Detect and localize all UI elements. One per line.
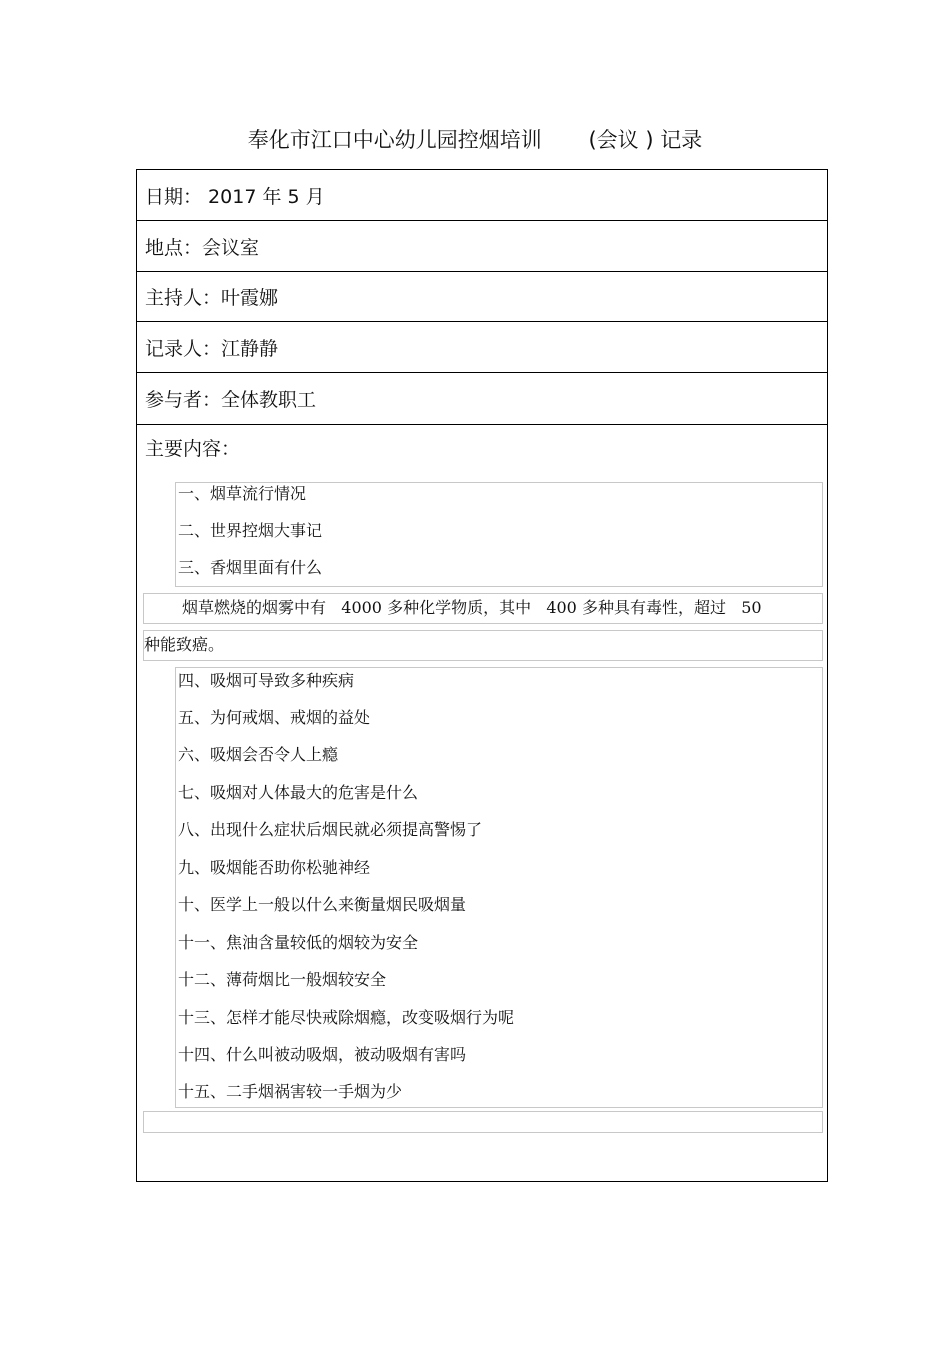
field-label: 日期：: [145, 185, 203, 208]
list-item: 二、世界控烟大事记: [178, 521, 323, 540]
field-row-recorder: [137, 322, 827, 373]
field-value: 江静静: [221, 337, 279, 360]
list-item: 十一、焦油含量较低的烟较为安全: [178, 933, 419, 952]
field-label: 参与者：: [145, 389, 222, 411]
paragraph-line-2-box: [143, 630, 823, 661]
field-value: 叶霞娜: [221, 287, 279, 309]
paragraph-line-1-box: [143, 593, 823, 624]
meeting-record-form: [136, 169, 828, 1182]
empty-box: [143, 1111, 823, 1133]
list-item: 十二、薄荷烟比一般烟较安全: [178, 970, 387, 989]
paragraph-line-1: 烟草燃烧的烟雾中有 4000 多种化学物质，其中 400 多种具有毒性，超过 50: [182, 598, 762, 617]
field-row-participants: [137, 373, 827, 425]
list-item: 一、烟草流行情况: [178, 484, 307, 503]
paragraph-line-2: 种能致癌。: [144, 635, 225, 654]
list-item: 十四、什么叫被动吸烟，被动吸烟有害吗: [178, 1045, 467, 1064]
list-item: 八、出现什么症状后烟民就必须提高警惕了: [178, 820, 483, 839]
list-item: 十五、二手烟祸害较一手烟为少: [178, 1082, 403, 1101]
field-label: 记录人：: [145, 337, 222, 360]
field-row-location: [137, 221, 827, 272]
list-item: 十三、怎样才能尽快戒除烟瘾，改变吸烟行为呢: [178, 1008, 515, 1027]
list-item: 三、香烟里面有什么: [178, 558, 323, 577]
field-row-host: [137, 272, 827, 322]
field-label: 地点：: [145, 236, 203, 259]
list-item: 七、吸烟对人体最大的危害是什么: [178, 783, 419, 802]
content-group-2: [175, 667, 823, 1108]
list-item: 十、医学上一般以什么来衡量烟民吸烟量: [178, 895, 467, 914]
field-value: 全体教职工: [221, 389, 317, 411]
document-title: 奉化市江口中心幼儿园控烟培训 (会议 ) 记录: [247, 128, 703, 152]
content-group-1: [175, 482, 823, 587]
list-item: 九、吸烟能否助你松驰神经: [178, 858, 371, 877]
content-label: 主要内容：: [145, 438, 241, 460]
field-value: 会议室: [202, 236, 260, 259]
field-label: 主持人：: [145, 287, 222, 309]
field-row-date: [137, 170, 827, 221]
list-item: 五、为何戒烟、戒烟的益处: [178, 708, 371, 727]
list-item: 六、吸烟会否令人上瘾: [178, 745, 339, 764]
list-item: 四、吸烟可导致多种疾病: [178, 671, 355, 690]
field-value: 2017 年 5 月: [202, 185, 325, 208]
